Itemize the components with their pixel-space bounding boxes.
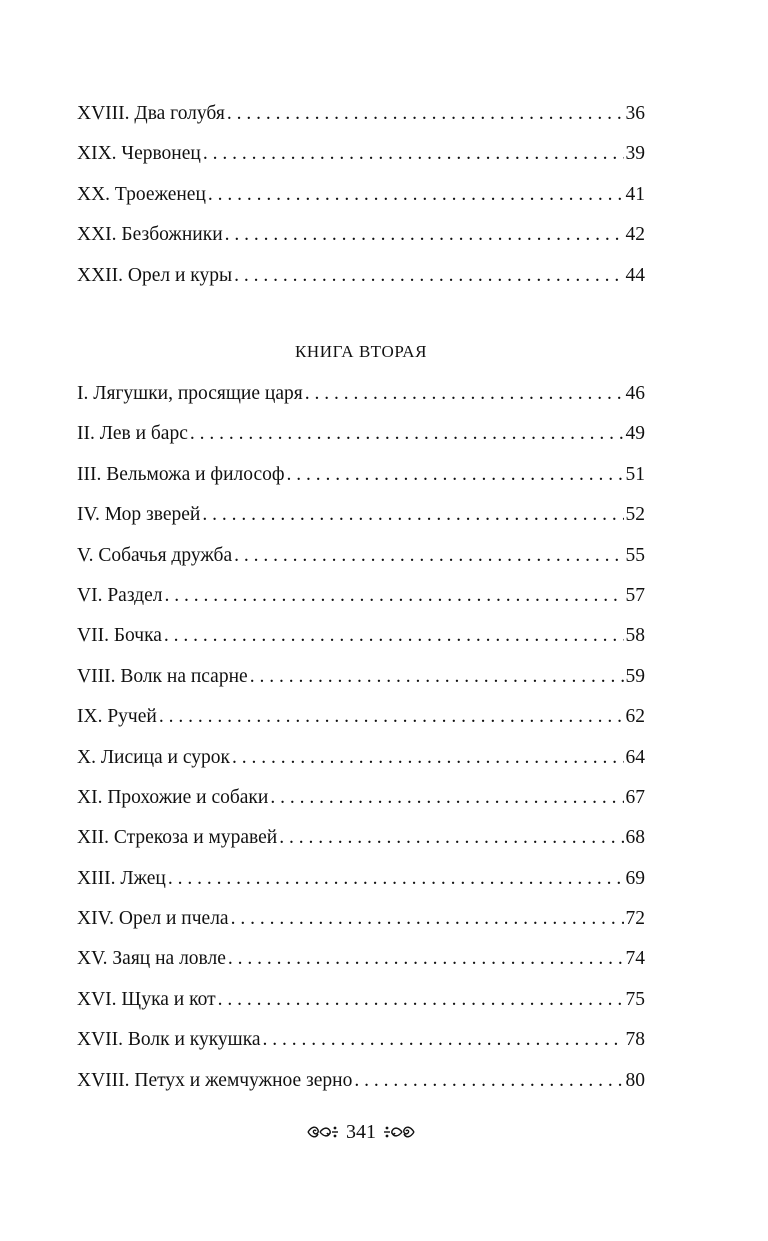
dot-leader [228,945,624,973]
dot-leader [234,542,623,570]
dot-leader [159,703,624,731]
dot-leader [270,784,623,812]
dot-leader [190,420,624,448]
toc-entry [77,1026,645,1066]
toc-entry-title: XI. Прохожие и собаки [77,786,269,808]
toc-entry-title: XXII. Орел и куры [77,264,233,286]
toc-entry-title: XXI. Безбожники [77,224,223,246]
toc-entry-page-number: 52 [625,504,645,526]
toc-entry [77,262,645,302]
toc-entry-title: IV. Мор зверей [77,504,201,526]
toc-entry-title: VIII. Волк на псарне [77,665,248,687]
toc-entry [77,986,645,1026]
toc-entry-page-number: 46 [625,383,645,404]
toc-entry-page-number: 67 [625,786,645,808]
toc-entry-title: VI. Раздел [77,584,163,606]
toc-entry-page-number: 44 [625,264,645,286]
toc-entry-page-number: 68 [625,827,645,849]
toc-entry-page-number: 49 [625,423,645,445]
toc-entry-title: XVI. Щука и кот [77,988,216,1010]
toc-entry [77,905,645,945]
toc-entry-title: X. Лисица и сурок [77,746,230,768]
toc-entry-page-number: 80 [625,1069,645,1091]
dot-leader [202,501,623,529]
toc-entry-page-number: 69 [625,867,645,889]
toc-entry-title: XVIII. Два голубя [77,103,225,124]
toc-entry [77,542,645,582]
toc-entry [77,140,645,180]
toc-entry-page-number: 72 [625,908,645,930]
toc-list-part-1 [77,100,645,302]
toc-entry [77,622,645,662]
toc-entry-page-number: 58 [625,625,645,647]
toc-entry [77,582,645,622]
dot-leader [203,140,624,168]
toc-entry-title: XVII. Волк и кукушка [77,1029,261,1051]
toc-entry-page-number: 42 [625,224,645,246]
page-folio [0,1118,722,1146]
page-number: 341 [346,1121,376,1143]
dot-leader [263,1026,624,1054]
toc-entry-page-number: 41 [625,183,645,205]
toc-entry-title: XIX. Червонец [77,143,201,165]
toc-entry [77,420,645,460]
dot-leader [231,905,624,933]
toc-entry-page-number: 59 [625,665,645,687]
toc-entry-title: IX. Ручей [77,706,157,728]
dot-leader [250,663,624,691]
toc-entry-title: I. Лягушки, просящие царя [77,383,303,404]
dot-leader [227,100,624,128]
toc-entry-page-number: 75 [625,988,645,1010]
toc-entry-page-number: 62 [625,706,645,728]
dot-leader [218,986,624,1014]
dot-leader [279,824,623,852]
toc-entry-title: III. Вельможа и философ [77,463,285,485]
toc-entry [77,461,645,501]
toc-entry [77,221,645,261]
toc-entry [77,865,645,905]
toc-entry-title: XIV. Орел и пчела [77,908,229,930]
toc-entry [77,100,645,140]
toc-entry [77,703,645,743]
toc-entry-title: VII. Бочка [77,625,162,647]
toc-entry-title: XVIII. Петух и жемчужное зерно [77,1069,353,1091]
toc-entry-page-number: 78 [625,1029,645,1051]
dot-leader [225,221,624,249]
toc-entry [77,784,645,824]
toc-entry [77,501,645,541]
section-heading: КНИГА ВТОРАЯ [294,342,428,361]
toc-entry [77,380,645,420]
toc-entry-page-number: 74 [625,948,645,970]
dot-leader [287,461,624,489]
toc-entry-title: XII. Стрекоза и муравей [77,827,278,849]
toc-entry-page-number: 51 [625,463,645,485]
toc-entry-page-number: 55 [625,544,645,566]
toc-entry-title: XV. Заяц на ловле [77,948,226,970]
toc-entry-title: XX. Троеженец [77,183,206,205]
toc-entry-title: II. Лев и барс [77,423,188,445]
flourish-ornament-icon [382,1123,416,1141]
toc-entry [77,824,645,864]
flourish-ornament-icon [306,1123,340,1141]
toc-entry [77,181,645,221]
dot-leader [208,181,624,209]
toc-entry [77,945,645,985]
dot-leader [168,865,624,893]
toc-entry-title: XIII. Лжец [77,867,166,889]
toc-entry [77,663,645,703]
toc-entry-page-number: 64 [625,746,645,768]
toc-entry [77,744,645,784]
dot-leader [305,380,624,408]
toc-entry-title: V. Собачья дружба [77,544,233,566]
dot-leader [234,262,623,290]
toc-entry-page-number: 39 [625,143,645,165]
dot-leader [232,744,624,772]
dot-leader [164,582,623,610]
toc-list-part-2 [77,380,645,1107]
dot-leader [164,622,624,650]
dot-leader [354,1067,623,1095]
toc-entry-page-number: 57 [625,584,645,606]
toc-entry-page-number: 36 [625,103,645,124]
toc-entry [77,1067,645,1107]
